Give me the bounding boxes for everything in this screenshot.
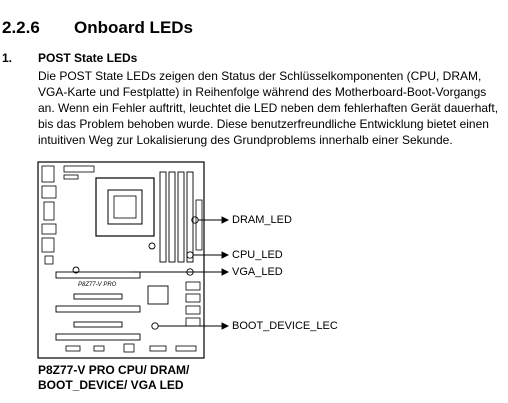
cpu-led-marker (187, 252, 193, 258)
paragraph-line: intuitiven Weg zur Lokalisierung des Grundproblems innerhalb einer Sekunde. (38, 133, 453, 147)
caption-line: BOOT_DEVICE/ VGA LED (38, 378, 184, 392)
misc-marker (149, 243, 155, 249)
cpu-socket (96, 178, 154, 236)
top-connectors (64, 166, 94, 179)
atx-power-connector (196, 200, 202, 250)
item-title: POST State LEDs (38, 51, 138, 65)
chipset (148, 286, 168, 304)
caption-line: P8Z77-V PRO CPU/ DRAM/ (38, 363, 190, 377)
bottom-headers (66, 344, 196, 352)
board-outline (38, 162, 204, 358)
section-title: Onboard LEDs (74, 18, 194, 37)
board-silkscreen-label: P8Z77-V PRO (78, 282, 117, 288)
dimm-slots (160, 172, 193, 262)
sata-connectors (186, 282, 200, 326)
item-number: 1. (2, 51, 13, 65)
paragraph-line: Die POST State LEDs zeigen den Status der Schlüsselkomponenten (CPU, DRAM, (38, 69, 482, 83)
vga-led-label: VGA_LED (232, 266, 283, 278)
boot-device-led-label: BOOT_DEVICE_LEC (232, 320, 338, 332)
paragraph-line: an. Wenn ein Fehler auftritt, leuchtet die LED neben dem fehlerhaften Gerät dauerhaft, (38, 101, 499, 115)
section-number: 2.2.6 (2, 18, 40, 37)
cpu-led-label: CPU_LED (232, 249, 283, 261)
figure-caption (38, 363, 189, 393)
dram-led-label: DRAM_LED (232, 214, 292, 226)
paragraph-line: VGA-Karte und Festplatte) in Reihenfolge während des Motherboard-Boot-Vorgangs (38, 85, 487, 99)
paragraph-line: bis das Problem behoben wurde. Diese benutzerfreundliche Entwicklung bietet einen (38, 117, 489, 131)
led-pointer-lines (130, 217, 228, 329)
boot-device-led-marker (152, 323, 158, 329)
rear-io-ports (42, 166, 56, 264)
